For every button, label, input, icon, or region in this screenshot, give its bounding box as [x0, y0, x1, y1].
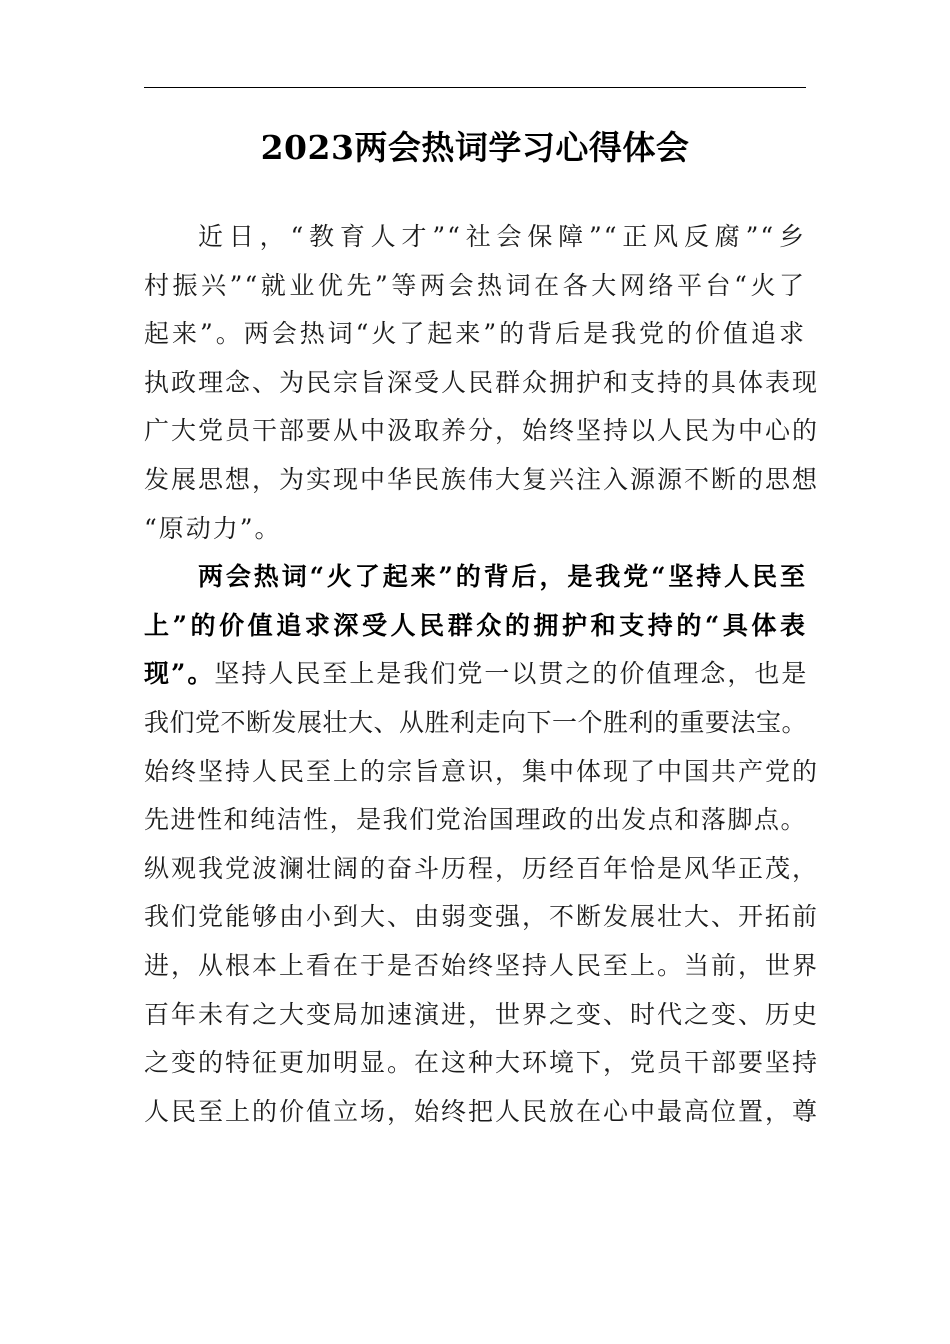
- header-rule: [144, 87, 806, 88]
- paragraph-1-line-6: 发展思想，为实现中华民族伟大复兴注入源源不断的思想: [144, 464, 820, 494]
- normal-run: 坚持人民至上是我们党一以贯之的价值理念，也是: [214, 659, 809, 689]
- paragraph-2-line-8: 我们党能够由小到大、由弱变强，不断发展壮大、开拓前: [144, 902, 820, 932]
- paragraph-2-line-4: 我们党不断发展壮大、从胜利走向下一个胜利的重要法宝。: [144, 707, 808, 737]
- paragraph-1-line-1: 近日，“教育人才”“社会保障”“正风反腐”“乡: [198, 222, 806, 251]
- paragraph-2-line-9: 进，从根本上看在于是否始终坚持人民至上。当前，世界: [144, 950, 820, 980]
- paragraph-2-line-5: 始终坚持人民至上的宗旨意识，集中体现了中国共产党的: [144, 756, 820, 786]
- document-body: [144, 213, 820, 1136]
- paragraph-2-line-10: 百年未有之大变局加速演进，世界之变、时代之变、历史: [144, 999, 820, 1029]
- paragraph-1-line-2: 村振兴”“就业优先”等两会热词在各大网络平台“火了: [144, 270, 806, 300]
- paragraph-2-line-6: 先进性和纯洁性，是我们党治国理政的出发点和落脚点。: [144, 805, 806, 835]
- paragraph-1-line-3: 起来”。两会热词“火了起来”的背后是我党的价值追求: [144, 319, 806, 349]
- bold-run: 现”。: [144, 659, 215, 689]
- paragraph-2-line-7: 纵观我党波澜壮阔的奋斗历程，历经百年恰是风华正茂，: [144, 853, 820, 883]
- document-title: 2023两会热词学习心得体会: [260, 128, 690, 167]
- paragraph-2-line-11: 之变的特征更加明显。在这种大环境下，党员干部要坚持: [144, 1048, 820, 1078]
- paragraph-2-line-2: 上”的价值追求深受人民群众的拥护和支持的“具体表: [144, 610, 806, 640]
- paragraph-2-line-1: 两会热词“火了起来”的背后，是我党“坚持人民至: [198, 562, 806, 592]
- paragraph-1-line-5: 广大党员干部要从中汲取养分，始终坚持以人民为中心的: [144, 416, 820, 446]
- paragraph-1-line-4: 执政理念、为民宗旨深受人民群众拥护和支持的具体表现: [144, 367, 820, 397]
- paragraph-2-line-3: [144, 650, 809, 699]
- paragraph-1-line-7: “原动力”。: [144, 513, 282, 543]
- paragraph-2-line-12: 人民至上的价值立场，始终把人民放在心中最高位置，尊: [144, 1096, 820, 1126]
